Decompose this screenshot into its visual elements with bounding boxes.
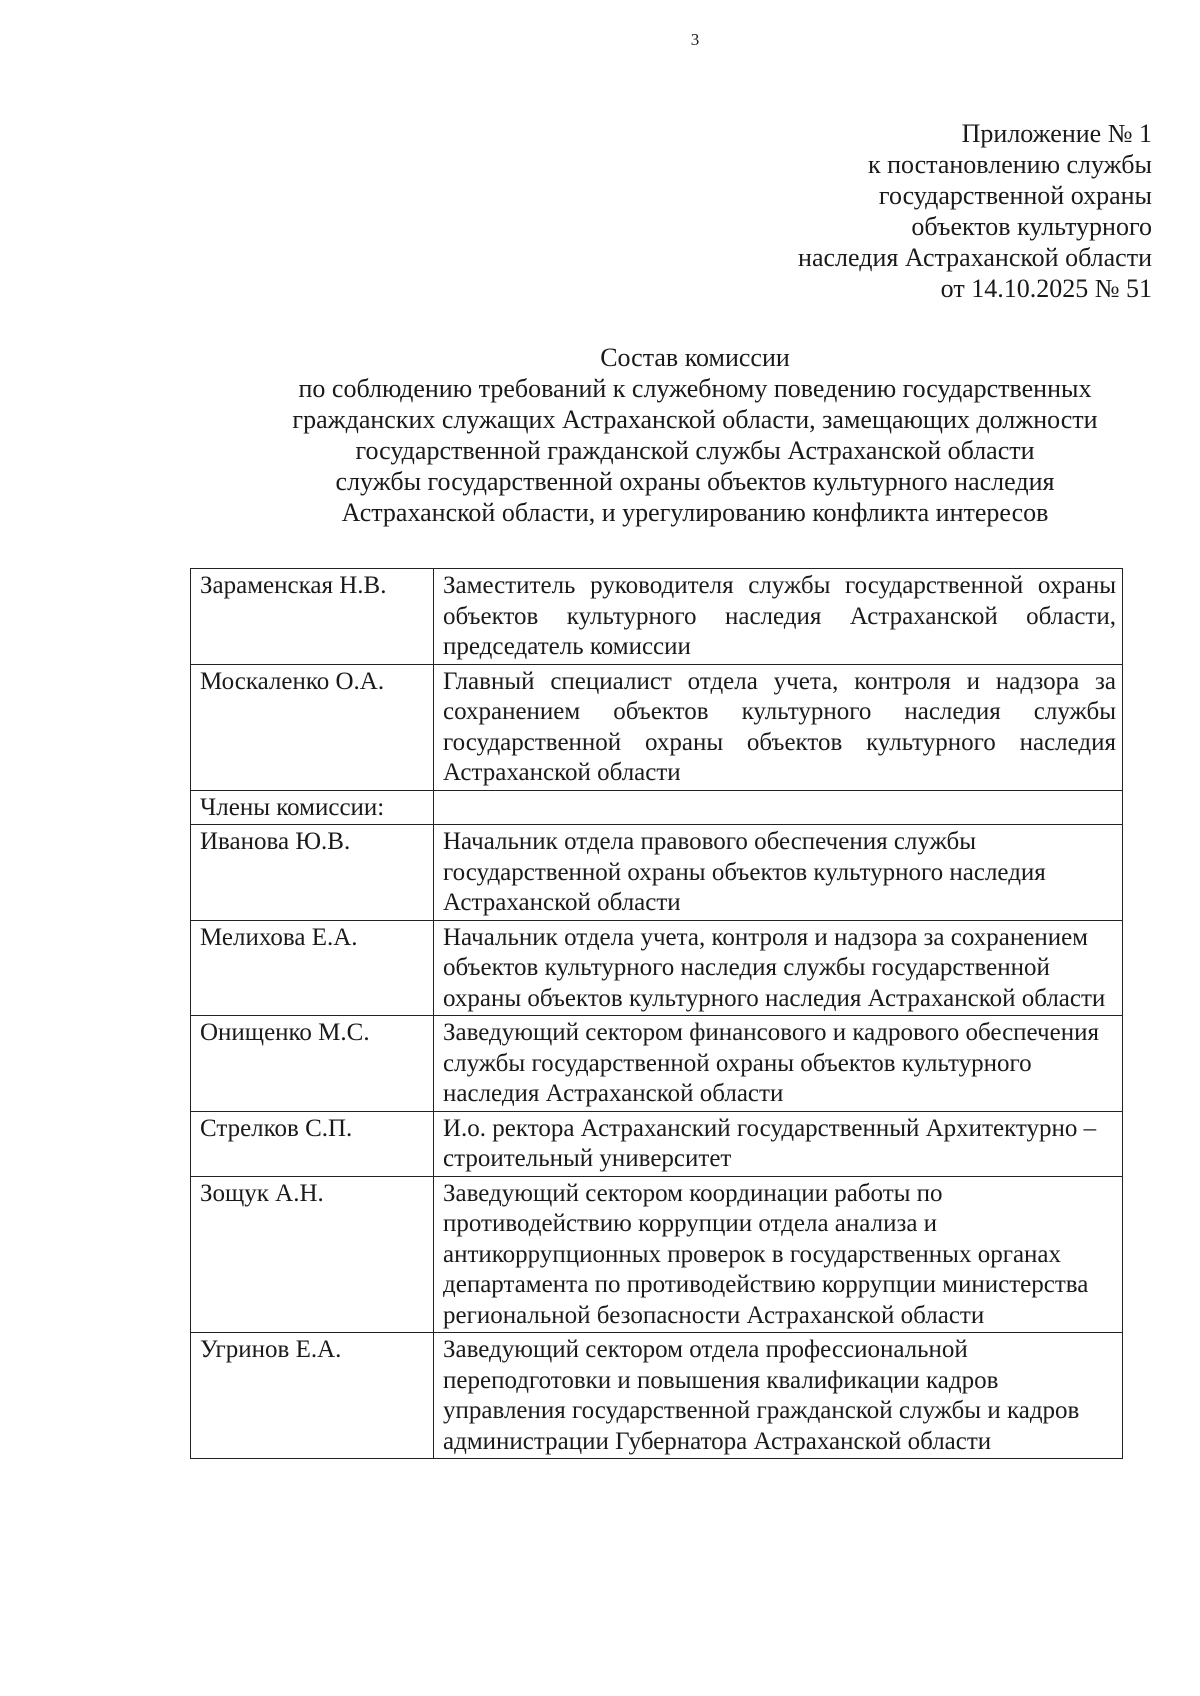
appendix-line: от 14.10.2025 № 51 bbox=[940, 274, 1152, 303]
table-row bbox=[191, 569, 1123, 665]
title-line: гражданских служащих Астраханской области, замещающих должности bbox=[292, 405, 1098, 434]
commission-table bbox=[190, 568, 1123, 1459]
document-title bbox=[230, 342, 1160, 528]
table-row bbox=[191, 825, 1123, 921]
table-row bbox=[191, 920, 1123, 1016]
member-position: Заведующий сектором финансового и кадрового обеспечения службы государственной охраны объектов культурного наследия Астраханской области bbox=[434, 1016, 1123, 1112]
appendix-block bbox=[798, 118, 1152, 304]
table-row bbox=[191, 1333, 1123, 1459]
member-name: Мелихова Е.А. bbox=[191, 920, 434, 1016]
member-name: Онищенко М.С. bbox=[191, 1016, 434, 1112]
table-row bbox=[191, 1016, 1123, 1112]
title-line: Астраханской области, и урегулированию конфликта интересов bbox=[341, 498, 1049, 527]
member-name: Стрелков С.П. bbox=[191, 1111, 434, 1176]
member-name: Иванова Ю.В. bbox=[191, 825, 434, 921]
appendix-line: Приложение № 1 bbox=[961, 119, 1152, 148]
member-position: Начальник отдела правового обеспечения службы государственной охраны объектов культурного наследия Астраханской области bbox=[434, 825, 1123, 921]
table-row bbox=[191, 664, 1123, 790]
member-position: И.о. ректора Астраханский государственный Архитектурно – строительный университет bbox=[434, 1111, 1123, 1176]
table-row bbox=[191, 1111, 1123, 1176]
table-row bbox=[191, 1176, 1123, 1333]
page-number: 3 bbox=[690, 30, 700, 49]
appendix-line: государственной охраны bbox=[878, 181, 1152, 210]
title-line: государственной гражданской службы Астраханской области bbox=[355, 436, 1035, 465]
title-line: службы государственной охраны объектов культурного наследия bbox=[335, 467, 1055, 496]
section-label: Члены комиссии: bbox=[191, 790, 434, 825]
appendix-line: к постановлению службы bbox=[867, 150, 1152, 179]
member-position: Начальник отдела учета, контроля и надзора за сохранением объектов культурного наследия службы государственной охраны объектов культурного наследия Астраханской области bbox=[434, 920, 1123, 1016]
member-position: Заведующий сектором отдела профессиональной переподготовки и повышения квалификации кадров управления государственной гражданской службы и кадров администрации Губернатора Астраханской области bbox=[434, 1333, 1123, 1459]
appendix-line: объектов культурного bbox=[911, 212, 1152, 241]
member-position: Заместитель руководителя службы государственной охраны объектов культурного наследия Астраханской области, председатель комиссии bbox=[434, 569, 1123, 665]
member-position: Заведующий сектором координации работы по противодействию коррупции отдела анализа и антикоррупционных проверок в государственных органах департамента по противодействию коррупции министерства региональной безопасности Астраханской области bbox=[434, 1176, 1123, 1333]
empty-cell bbox=[434, 790, 1123, 825]
member-position: Главный специалист отдела учета, контроля и надзора за сохранением объектов культурного наследия службы государственной охраны объектов культурного наследия Астраханской области bbox=[434, 664, 1123, 790]
member-name: Зощук А.Н. bbox=[191, 1176, 434, 1333]
title-line: Состав комиссии bbox=[600, 343, 790, 372]
member-name: Угринов Е.А. bbox=[191, 1333, 434, 1459]
title-line: по соблюдению требований к служебному поведению государственных bbox=[298, 374, 1092, 403]
member-name: Москаленко О.А. bbox=[191, 664, 434, 790]
member-name: Зараменская Н.В. bbox=[191, 569, 434, 665]
table-row bbox=[191, 790, 1123, 825]
appendix-line: наследия Астраханской области bbox=[798, 243, 1152, 272]
